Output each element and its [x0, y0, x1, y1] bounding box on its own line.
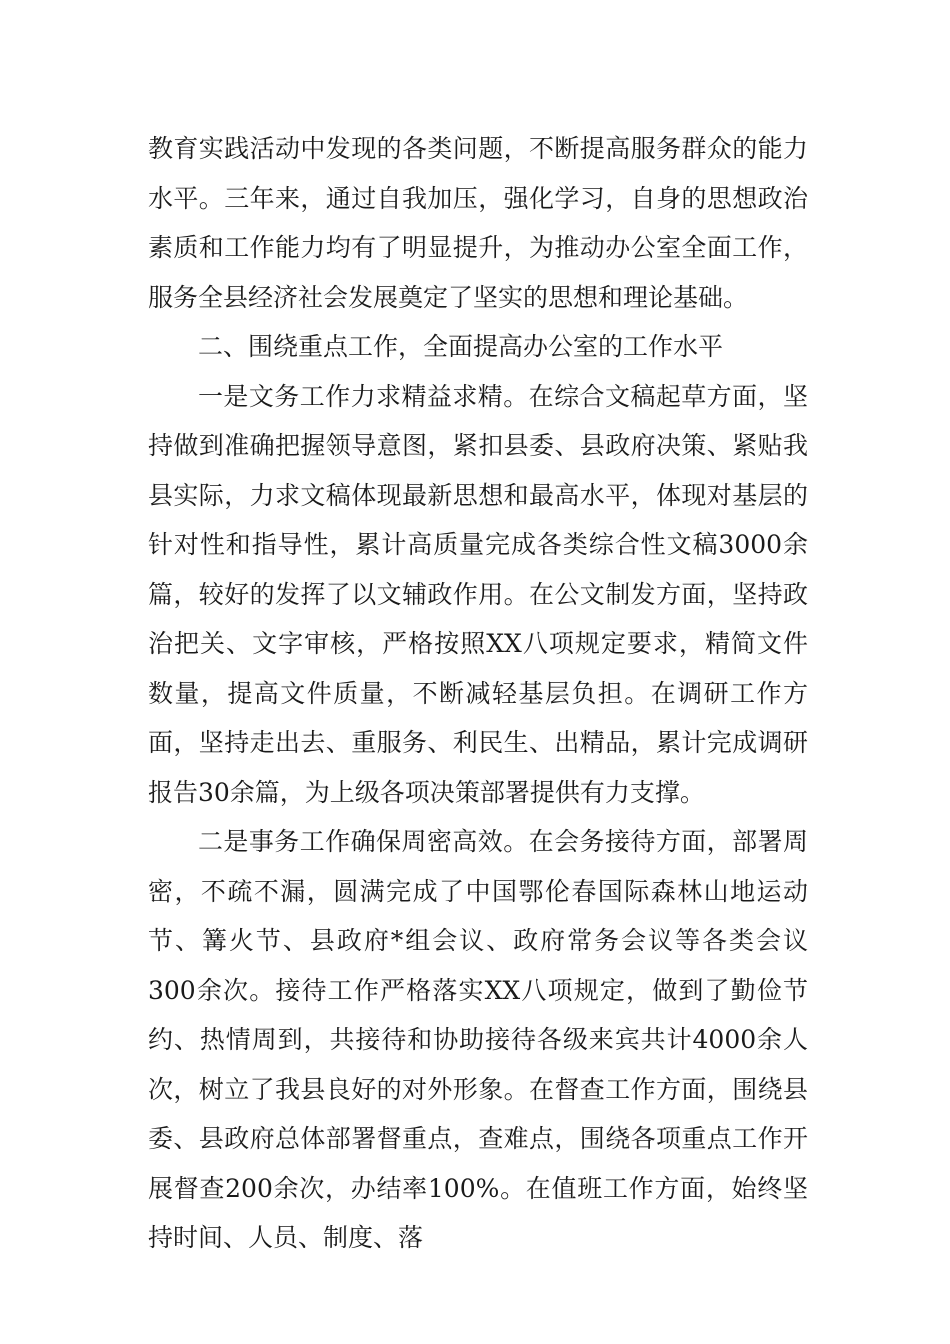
section-heading-two: 二、围绕重点工作，全面提高办公室的工作水平: [198, 332, 724, 361]
paragraph-intro-continuation: 教育实践活动中发现的各类问题，不断提高服务群众的能力水平。三年来，通过自我加压，强化学习，自身的思想政治素质和工作能力均有了明显提升，为推动办公室全面工作，服务全县经济社会发展奠定了坚实的思想和理论基础。: [148, 134, 808, 312]
document-body: [148, 124, 808, 1263]
paragraph-affairs-work: 二是事务工作确保周密高效。在会务接待方面，部署周密，不疏不漏，圆满完成了中国鄂伦春国际森林山地运动节、篝火节、县政府*组会议、政府常务会议等各类会议300余次。接待工作严格落实XX八项规定，做到了勤俭节约、热情周到，共接待和协助接待各级来宾共计4000余人次，树立了我县良好的对外形象。在督查工作方面，围绕县委、县政府总体部署督重点，查难点，围绕各项重点工作开展督查200余次，办结率100%。在值班工作方面，始终坚持时间、人员、制度、落: [148, 827, 808, 1252]
paragraph-document-work: 一是文务工作力求精益求精。在综合文稿起草方面，坚持做到准确把握领导意图，紧扣县委、县政府决策、紧贴我县实际，力求文稿体现最新思想和最高水平，体现对基层的针对性和指导性，累计高质量完成各类综合性文稿3000余篇，较好的发挥了以文辅政作用。在公文制发方面，坚持政治把关、文字审核，严格按照XX八项规定要求，精简文件数量，提高文件质量，不断减轻基层负担。在调研工作方面，坚持走出去、重服务、利民生、出精品，累计完成调研报告30余篇，为上级各项决策部署提供有力支撑。: [148, 381, 808, 807]
